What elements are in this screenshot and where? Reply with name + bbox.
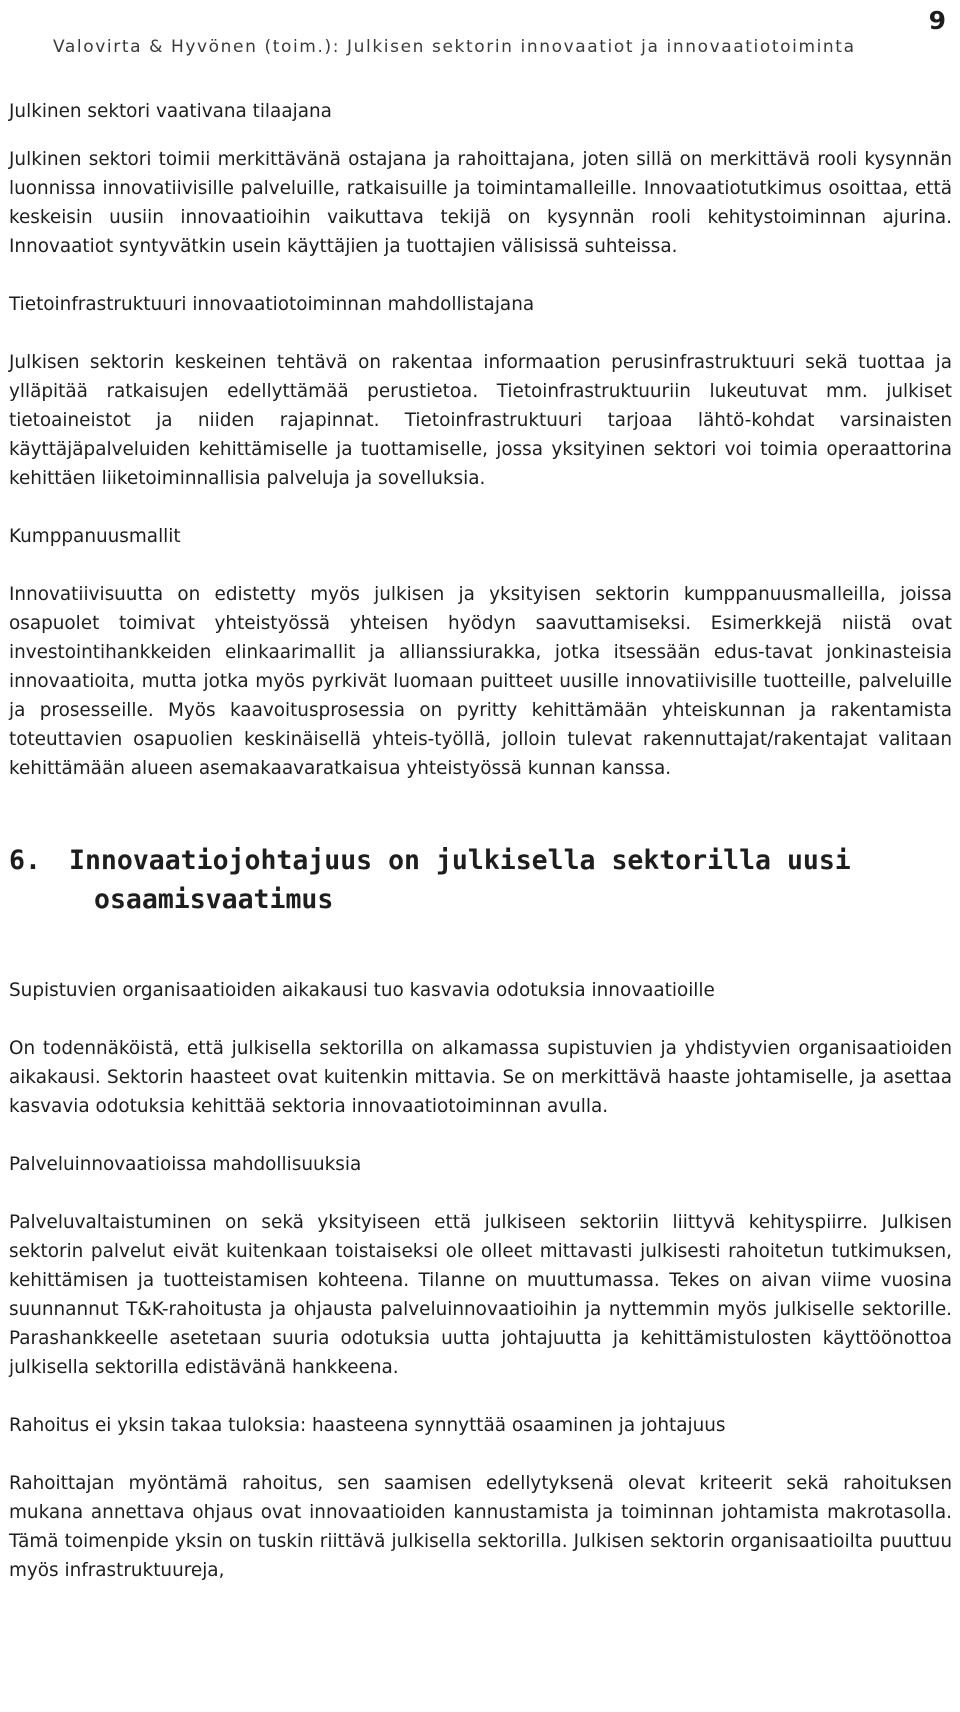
subheading-supistuvien-organisaatioiden: Supistuvien organisaatioiden aikakausi tuo kasvavia odotuksia innovaatioille bbox=[9, 980, 715, 1001]
paragraph-supistuvien-organisaatioiden: On todennäköistä, että julkisella sektorilla on alkamassa supistuvien ja yhdistyvien organisaatioiden aikakausi. Sektorin haasteet ovat kuitenkin mittavia. Se on merkittävä haaste johtamiselle, ja asettaa kasvavia odotuksia kehittää sektoria innovaatiotoiminnan avulla. bbox=[9, 1038, 952, 1117]
chapter-title-line1: Innovaatiojohtajuus on julkisella sektorilla uusi bbox=[69, 845, 851, 876]
subheading-kumppanuusmallit: Kumppanuusmallit bbox=[9, 526, 181, 547]
paragraph-rahoitus: Rahoittajan myöntämä rahoitus, sen saamisen edellytyksenä olevat kriteerit sekä rahoituksen mukana annettava ohjaus ovat innovaatioiden kannustamista ja toiminnan johtamista makrotasolla. Tämä toimenpide yksin on tuskin riittävä julkisella sektorilla. Julkisen sektorin organisaatioilta puuttuu myös infrastruktuureja, bbox=[9, 1473, 952, 1581]
page-content bbox=[9, 97, 952, 1585]
running-title: Valovirta & Hyvönen (toim.): Julkisen sektorin innovaatiot ja innovaatiotoiminta bbox=[53, 37, 856, 57]
paragraph-palveluinnovaatiot: Palveluvaltaistuminen on sekä yksityiseen että julkiseen sektoriin liittyvä kehityspiirre. Julkisen sektorin palvelut eivät kuitenkaan toistaiseksi ole olleet mittavasti julkisesti rahoitetun tutkimuksen, kehittämisen ja tuotteistamisen kohteena. Tilanne on muuttumassa. Tekes on aivan viime vuosina suunnannut T&K-rahoitusta ja ohjausta palveluinnovaatioihin ja nyttemmin myös julkiselle sektorille. Parashankkeelle asetetaan suuria odotuksia uutta johtajuutta ja kehittämistulosten käyttöönottoa julkisella sektorilla edistävänä hankkeena. bbox=[9, 1212, 952, 1378]
subheading-tietoinfrastruktuuri: Tietoinfrastruktuuri innovaatiotoiminnan mahdollistajana bbox=[9, 294, 535, 315]
paragraph-tilaajana: Julkinen sektori toimii merkittävänä ostajana ja rahoittajana, joten sillä on merkittävä rooli kysynnän luonnissa innovatiivisille palveluille, ratkaisuille ja toimintamalleille. Innovaatiotutkimus osoittaa, että keskeisin uusiin innovaatioihin vaikuttava tekijä on kysynnän rooli kehitystoiminnan ajurina. Innovaatiot syntyvätkin usein käyttäjien ja tuottajien välisissä suhteissa. bbox=[9, 149, 952, 257]
chapter-title-line2: osaamisvaatimus bbox=[94, 884, 334, 915]
running-header bbox=[9, 0, 952, 62]
paragraph-kumppanuusmallit: Innovatiivisuutta on edistetty myös julkisen ja yksityisen sektorin kumppanuusmalleilla, joissa osapuolet toimivat yhteistyössä yhteisen hyödyn saavuttamiseksi. Esimerkkejä niistä ovat investointihankkeiden elinkaarimallit ja allianssiurakka, jotka itsessään edus-tavat jonkinasteisia innovaatioita, mutta jotka myös pyrkivät luomaan puitteet uusille innovatiivisille tuotteille, palveluille ja prosesseille. Myös kaavoitusprosessia on pyritty kehittämään yhteiskunnan ja rakentamista toteuttavien osapuolien keskinäisellä yhteis-työllä, jolloin tulevat rakennuttajat/rakentajat valitaan kehittämään alueen asemakaavaratkaisua yhteistyössä kunnan kanssa. bbox=[9, 584, 952, 779]
subheading-julkinen-sektori-tilaajana: Julkinen sektori vaativana tilaajana bbox=[9, 101, 332, 122]
chapter-number: 6. bbox=[9, 845, 41, 876]
chapter-heading bbox=[9, 841, 952, 919]
paragraph-tietoinfrastruktuuri: Julkisen sektorin keskeinen tehtävä on rakentaa informaation perusinfrastruktuuri sekä tuottaa ja ylläpitää ratkaisujen edellyttämää perustietoa. Tietoinfrastruktuuriin lukeutuvat mm. julkiset tietoaineistot ja niiden rajapinnat. Tietoinfrastruktuuri tarjoaa lähtö-kohdat varsinaisten käyttäjäpalveluiden kehittämiselle ja tuottamiselle, jossa yksityinen sektori voi toimia operaattorina kehittäen liiketoiminnallisia palveluja ja sovelluksia. bbox=[9, 352, 952, 489]
page-number: 9 bbox=[928, 6, 946, 35]
subheading-rahoitus: Rahoitus ei yksin takaa tuloksia: haasteena synnyttää osaaminen ja johtajuus bbox=[9, 1415, 726, 1436]
subheading-palveluinnovaatiot: Palveluinnovaatioissa mahdollisuuksia bbox=[9, 1154, 362, 1175]
